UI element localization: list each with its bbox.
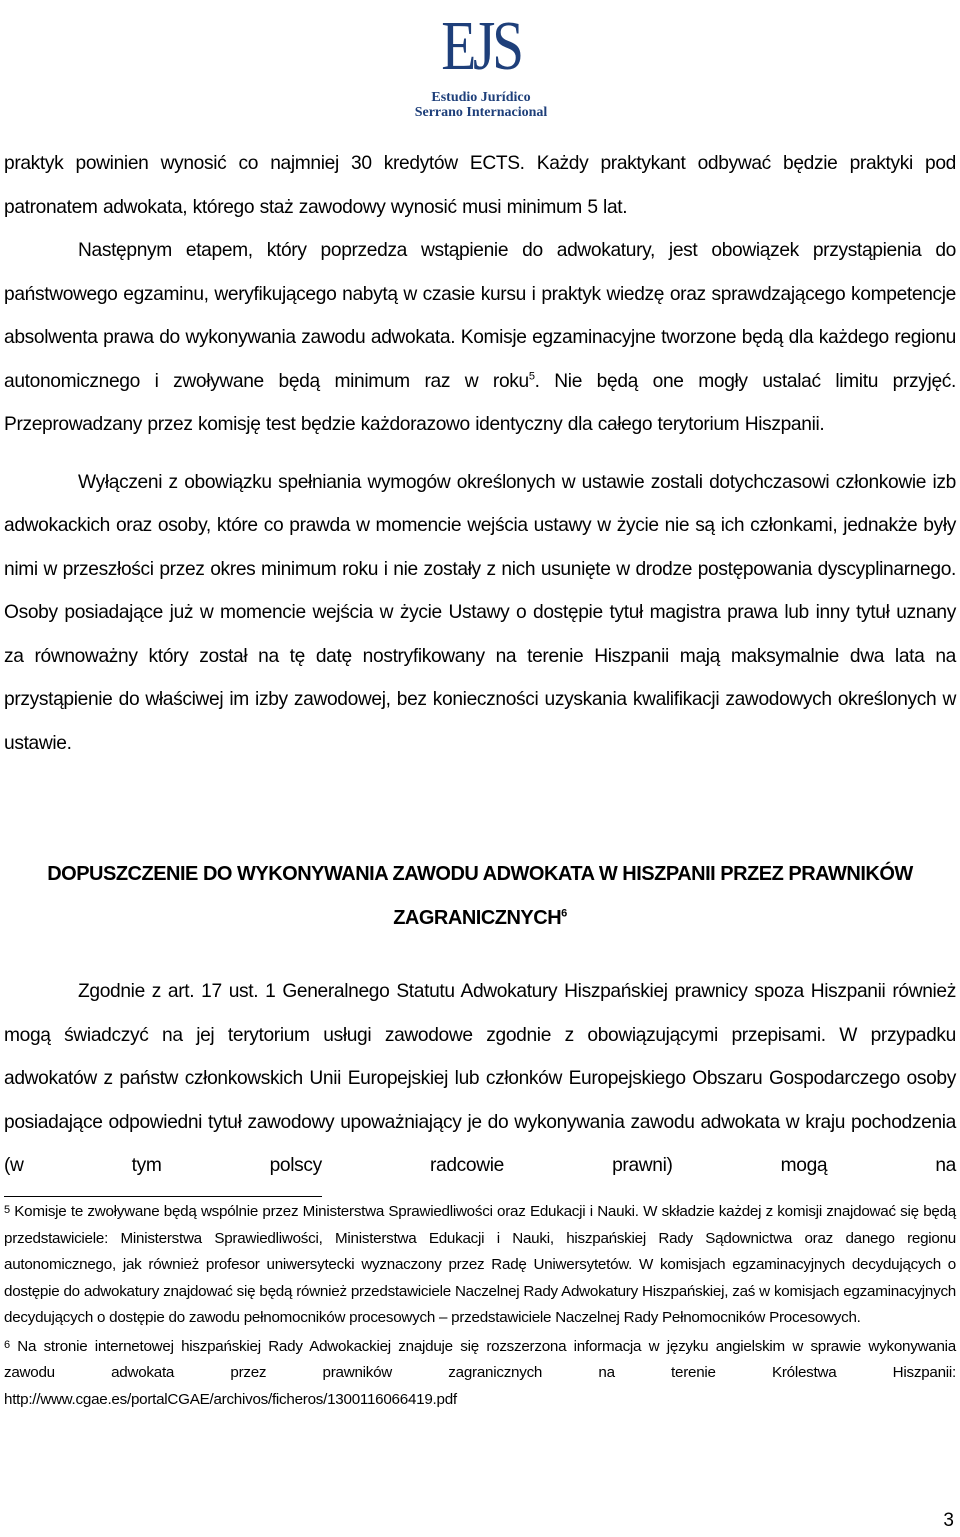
paragraph-4: Zgodnie z art. 17 ust. 1 Generalnego Statutu Adwokatury Hiszpańskiej prawnicy spoza Hiszpanii również mogą świadczyć na jej terytorium usługi zawodowe zgodnie z obowiązującymi przepisami. W przypadku adwokatów z państw członkowskich Unii Europejskiej lub członków Europejskiego Obszaru Gospodarczego osoby posiadające odpowiedni tytuł zawodowy upoważniający je do wykonywania zawodu adwokata w kraju pochodzenia (w tym polscy radcowie prawni) mogą na bbox=[4, 981, 956, 1176]
body-section-2 bbox=[4, 970, 956, 1188]
footnote-6-number: 6 bbox=[4, 1338, 10, 1351]
footnote-ref-5[interactable]: 5 bbox=[528, 370, 535, 383]
paragraph-2-part-a: Następnym etapem, który poprzedza wstąpienie do adwokatury, jest obowiązek przystąpienia do państwowego egzaminu, weryfikującego nabytą w czasie kursu i praktyk wiedzę oraz sprawdzającego kompetencje absolwenta prawa do wykonywania zawodu adwokata. Komisje egzaminacyjne tworzone będą dla każdego regionu autonomicznego i zwoływane będą minimum raz w roku bbox=[4, 240, 956, 392]
logo-line-1: Estudio Jurídico bbox=[431, 90, 531, 105]
footnote-5 bbox=[4, 1197, 956, 1332]
ejs-logo bbox=[408, 4, 554, 122]
page-number: 3 bbox=[943, 1510, 954, 1531]
paragraph-2-part-b: . Nie będą one mogły ustalać limitu przyjęć. Przeprowadzany przez komisję test będzie każdorazowo identyczny dla całego terytorium Hiszpanii. bbox=[4, 370, 956, 435]
paragraph-2 bbox=[4, 229, 956, 447]
logo-line-2: Serrano Internacional bbox=[414, 105, 548, 120]
footnote-6 bbox=[4, 1332, 956, 1414]
footnote-6-text: Na stronie internetowej hiszpańskiej Rady Adwokackiej znajduje się rozszerzona informacja w języku angielskim w sprawie wykonywania zawodu adwokata przez prawników zagranicznych na terenie Królestwa Hiszpanii: http://www.cgae.es/portalCGAE/archivos/ficheros/1300116066419.pdf bbox=[4, 1337, 956, 1408]
section-heading-text: DOPUSZCZENIE DO WYKONYWANIA ZAWODU ADWOKATA W HISZPANII PRZEZ PRAWNIKÓW ZAGRANICZNYCH bbox=[47, 863, 913, 929]
footnote-5-number: 5 bbox=[4, 1204, 10, 1216]
footnote-ref-6[interactable]: 6 bbox=[561, 907, 567, 920]
logo-letters: EJS bbox=[441, 8, 521, 85]
body-section-1 bbox=[4, 142, 956, 765]
logo-mark bbox=[408, 4, 554, 90]
footnote-5-text: Komisje te zwoływane będą wspólnie przez Ministerstwa Sprawiedliwości oraz Edukacji i Nauki. W składzie każdej z komisji znajdować się będą przedstawiciele: Ministerstwa Sprawiedliwości, Ministerstwa Edukacji i Nauki, hiszpańskiej Rady Sądownictwa oraz danego regionu autonomicznego, jak również profesor uniwersytecki wyznaczony przez Radę Uniwersytetów. W komisjach egzaminacyjnych decydujących o dostępie do adwokatury znajdować się będą również przedstawiciele Naczelnej Rady Adwokatury Hiszpańskiej, zaś w komisjach egzaminacyjnych decydujących o dostępie do zawodu pełnomocników procesowych – przedstawiciele Naczelnej Rady Pełnomocników Procesowych. bbox=[4, 1203, 956, 1326]
section-heading bbox=[4, 852, 956, 940]
footnotes bbox=[4, 1197, 956, 1413]
paragraph-3: Wyłączeni z obowiązku spełniania wymogów określonych w ustawie zostali dotychczasowi członkowie izb adwokackich oraz osoby, które co prawda w momencie wejścia ustawy w życie nie są ich członkami, jednakże były nimi w przeszłości przez okres minimum roku i nie zostały z nich usunięte w drodze postępowania dyscyplinarnego. Osoby posiadające już w momencie wejścia w życie Ustawy o dostępie tytuł magistra prawa lub inny tytuł uznany za równoważny który został na tę datę nostryfikowany na terenie Hiszpanii mają maksymalnie dwa lata na przystąpienie do właściwej im izby zawodowej, bez konieczności uzyskania kwalifikacji zawodowych określonych w ustawie. bbox=[4, 471, 956, 754]
paragraph-1: praktyk powinien wynosić co najmniej 30 kredytów ECTS. Każdy praktykant odbywać będzie praktyki pod patronatem adwokata, którego staż zawodowy wynosić musi minimum 5 lat. bbox=[4, 153, 956, 218]
